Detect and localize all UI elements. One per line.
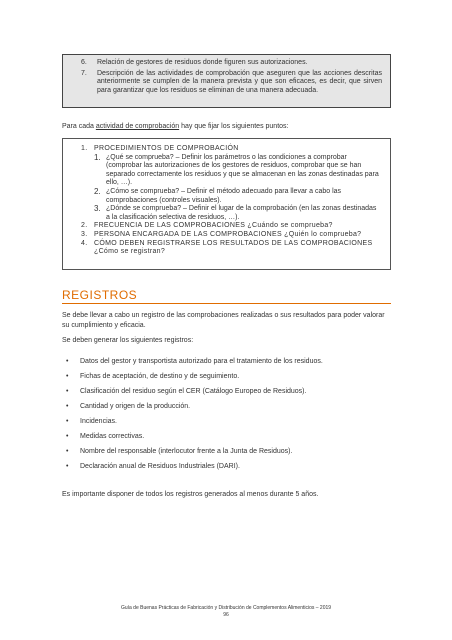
subitem-number: 2.: [94, 186, 101, 196]
footer-title: Guía de Buenas Prácticas de Fabricación y Distribución de Complementos Alimenticios – 2019: [120, 605, 332, 611]
list-item: [81, 59, 382, 68]
bullet-icon: •: [66, 403, 69, 410]
item-text: PERSONA ENCARGADA DE LAS COMPROBACIONES ¿Quién lo comprueba?: [94, 230, 362, 238]
list-item: [62, 369, 392, 384]
subitem-text: ¿Dónde se comprueba? – Definir el lugar de la comprobación (en las zonas destinadas a la clasificación selectiva de residuos, …).: [106, 205, 377, 221]
list-item: [62, 414, 392, 429]
item-text: Descripción de las actividades de comprobación que aseguren que las acciones descritas anteriormente se cumplen de la manera prevista y que son eficaces, es decir, que sirven para garantizar que los residuos se eliminan de una manera adecuada.: [97, 69, 382, 94]
bullet-icon: •: [66, 463, 69, 470]
records-list: [62, 354, 392, 474]
list-item-text: Declaración anual de Residuos Industriales (DARI).: [80, 463, 240, 470]
item-text: FRECUENCIA DE LAS COMPROBACIONES ¿Cuándo se comprueba?: [94, 222, 333, 230]
list-item: [62, 429, 392, 444]
subitem-text: ¿Qué se comprueba? – Definir los parámetros o las condiciones a comprobar (comprobar las autorizaciones de los gestores de residuos, comprobar que se han separado correctamente los residuos y que se almacenan en las zonas destinadas para ello, …).: [106, 153, 379, 187]
bullet-icon: •: [66, 433, 69, 440]
list-item-text: Medidas correctivas.: [80, 433, 145, 440]
intro-text: Para cada: [62, 123, 96, 130]
list-item-text: Nombre del responsable (interlocutor frente a la Junta de Residuos).: [80, 448, 293, 455]
heading-divider: [62, 303, 391, 304]
list-item: [81, 70, 382, 96]
section-paragraph: Se debe llevar a cabo un registro de las comprobaciones realizadas o sus resultados para poder valorar su cumplimiento y eficacia.: [62, 312, 385, 329]
list-item: [62, 384, 392, 399]
intro-paragraph: [62, 122, 392, 131]
section-paragraph: Es importante disponer de todos los registros generados al menos durante 5 años.: [62, 491, 319, 498]
bullet-icon: •: [66, 418, 69, 425]
outline-item: [81, 240, 382, 257]
item-number: 6.: [81, 59, 87, 66]
bullet-icon: •: [66, 448, 69, 455]
subitem-text: ¿Cómo se comprueba? – Definir el método adecuado para llevar a cabo las comprobaciones (controles visuales).: [106, 187, 342, 204]
list-item: [62, 354, 392, 369]
page-footer: [0, 605, 452, 619]
item-number: 1.: [81, 145, 88, 152]
outline-subitem: [94, 205, 382, 222]
item-number: 7.: [81, 69, 87, 77]
section-heading: REGISTROS: [62, 288, 138, 302]
bullet-icon: •: [66, 373, 69, 380]
bullet-icon: •: [66, 358, 69, 365]
outline-subitem: [94, 188, 382, 205]
list-item-text: Cantidad y origen de la producción.: [80, 403, 191, 410]
list-item: [62, 459, 392, 474]
outline-item: [81, 231, 382, 240]
item-text: CÓMO DEBEN REGISTRARSE LOS RESULTADOS DE LAS COMPROBACIONES ¿Cómo se registran?: [94, 239, 373, 256]
list-item-text: Datos del gestor y transportista autorizado para el tratamiento de los residuos.: [80, 358, 323, 365]
list-item-text: Fichas de aceptación, de destino y de seguimiento.: [80, 373, 240, 380]
list-item-text: Clasificación del residuo según el CER (Catálogo Europeo de Residuos).: [80, 388, 307, 395]
bullet-icon: •: [66, 388, 69, 395]
section-paragraph: Se deben generar los siguientes registros:: [62, 337, 194, 344]
list-item-text: Incidencias.: [80, 418, 117, 425]
item-number: 3.: [81, 230, 88, 238]
item-number: 2.: [81, 222, 88, 230]
list-item: [62, 399, 392, 414]
intro-link[interactable]: actividad de comprobación: [95, 123, 180, 130]
item-number: 4.: [81, 239, 88, 247]
outline-item: [81, 222, 382, 231]
item-text: Relación de gestores de residuos donde figuren sus autorizaciones.: [97, 59, 308, 66]
subitem-number: 1.: [94, 152, 101, 162]
procedure-items-box: [62, 54, 391, 108]
outline-item: [81, 145, 382, 154]
subitem-number: 3.: [94, 204, 101, 214]
list-item: [62, 444, 392, 459]
intro-text: hay que fijar los siguientes puntos:: [179, 123, 289, 130]
verification-outline-box: [62, 138, 391, 270]
outline-subitem: [94, 154, 382, 188]
item-text: PROCEDIMIENTOS DE COMPROBACIÓN: [94, 145, 239, 152]
page-number: 96: [223, 612, 229, 618]
